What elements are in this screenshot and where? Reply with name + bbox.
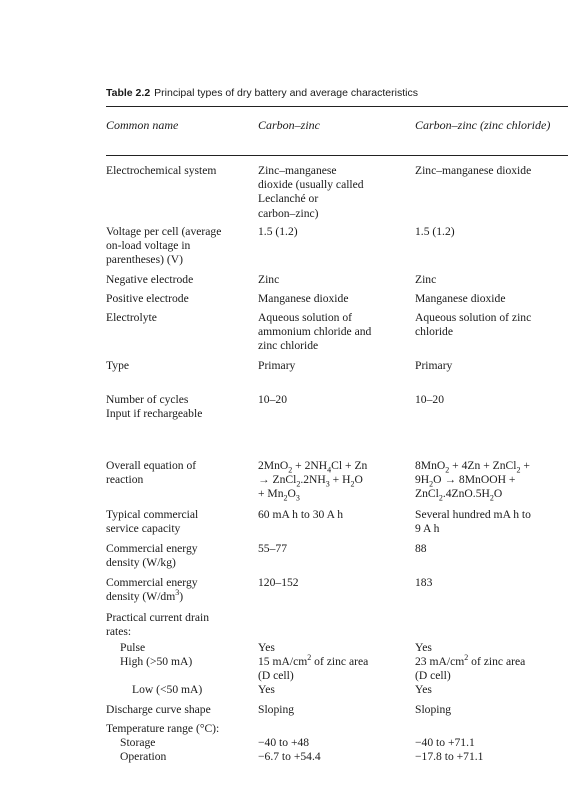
row-label: Voltage per cell (average on-load voltage in parentheses) (V) (106, 225, 222, 267)
header-carbon-zinc: Carbon–zinc (258, 118, 321, 132)
cell-carbon-zinc: 15 $mA/cm^2$ of zinc area (D cell) (258, 653, 369, 683)
cell-zinc-chloride: 23 $mA/cm^2$ of zinc area (D cell) (415, 653, 526, 683)
table-number: Table 2.2 (106, 87, 151, 99)
cell-zinc-chloride: Zinc–manganese dioxide (415, 164, 532, 177)
cell-zinc-chloride: 88 (415, 542, 427, 555)
cell-zinc-chloride: −17.8 to +71.1 (415, 750, 484, 763)
cell-carbon-zinc: Primary (258, 359, 296, 372)
cell-carbon-zinc: 1.5 (1.2) (258, 225, 298, 238)
cell-zinc-chloride: 183 (415, 576, 433, 589)
row-label: Operation (120, 750, 167, 763)
table-caption (106, 87, 418, 99)
row-label: High (>50 mA) (120, 655, 193, 668)
row-label: Positive electrode (106, 292, 189, 305)
top-rule (106, 106, 568, 107)
equation-zinc-chloride: 8MnO$_2$ + 4Zn + ZnCl$_2$ + $9H_2O$ → 8MnOOH + $ZnCl_2.4ZnO.5H_2O$ (415, 459, 530, 503)
row-label: Storage (120, 736, 156, 749)
cell-carbon-zinc: 55–77 (258, 542, 287, 555)
cell-zinc-chloride: Yes (415, 683, 432, 696)
row-label: Commercial energy density $(W/dm^3)$ (106, 576, 198, 604)
cell-zinc-chloride: 10–20 (415, 393, 444, 406)
cell-carbon-zinc: 120–152 (258, 576, 299, 589)
header-zinc-chloride: Carbon–zinc (zinc chloride) (415, 118, 551, 132)
row-label: Overall equation of reaction (106, 459, 197, 487)
cell-zinc-chloride: Sloping (415, 703, 452, 716)
row-label: Temperature range (°C): (106, 722, 220, 735)
row-label: Commercial energy density (W/kg) (106, 542, 198, 570)
cell-zinc-chloride: Several hundred mA h to 9 A h (415, 508, 531, 536)
cell-zinc-chloride: Aqueous solution of zinc chloride (415, 311, 532, 339)
cell-zinc-chloride: Zinc (415, 273, 437, 286)
cell-carbon-zinc: Yes (258, 641, 275, 654)
row-label: Pulse (120, 641, 146, 654)
row-label: Electrolyte (106, 311, 157, 324)
row-label: Type (106, 359, 130, 372)
row-label: Negative electrode (106, 273, 194, 286)
cell-carbon-zinc: −40 to +48 (258, 736, 310, 749)
cell-carbon-zinc: Zinc–manganese dioxide (usually called Leclanché or carbon–zinc) (258, 164, 364, 220)
cell-carbon-zinc: Zinc (258, 273, 280, 286)
header-rule (106, 155, 568, 156)
table-title: Principal types of dry battery and average characteristics (154, 87, 418, 99)
cell-carbon-zinc: −6.7 to +54.4 (258, 750, 321, 763)
header-common-name: Common name (106, 118, 179, 132)
row-label: Practical current drain rates: (106, 611, 210, 639)
row-label: Low (<50 mA) (132, 683, 203, 696)
row-label: Typical commercial service capacity (106, 508, 199, 536)
cell-zinc-chloride: 1.5 (1.2) (415, 225, 455, 238)
row-label: Electrochemical system (106, 164, 217, 177)
cell-carbon-zinc: Yes (258, 683, 275, 696)
equation-carbon-zinc: $2MnO_2 + 2NH_4Cl + Zn$ → $ZnCl_2.2NH_3 + H_2O$ + $Mn_2O_3$ (258, 459, 368, 503)
cell-carbon-zinc: Aqueous solution of ammonium chloride and zinc chloride (258, 311, 372, 353)
cell-carbon-zinc: Manganese dioxide (258, 292, 349, 305)
cell-carbon-zinc: Sloping (258, 703, 295, 716)
cell-carbon-zinc: 60 mA h to 30 A h (258, 508, 344, 521)
cell-zinc-chloride: Manganese dioxide (415, 292, 506, 305)
row-label: Number of cycles Input if rechargeable (106, 393, 203, 421)
row-label: Discharge curve shape (106, 703, 211, 716)
cell-carbon-zinc: 10–20 (258, 393, 287, 406)
cell-zinc-chloride: Yes (415, 641, 432, 654)
cell-zinc-chloride: Primary (415, 359, 453, 372)
cell-zinc-chloride: −40 to +71.1 (415, 736, 475, 749)
